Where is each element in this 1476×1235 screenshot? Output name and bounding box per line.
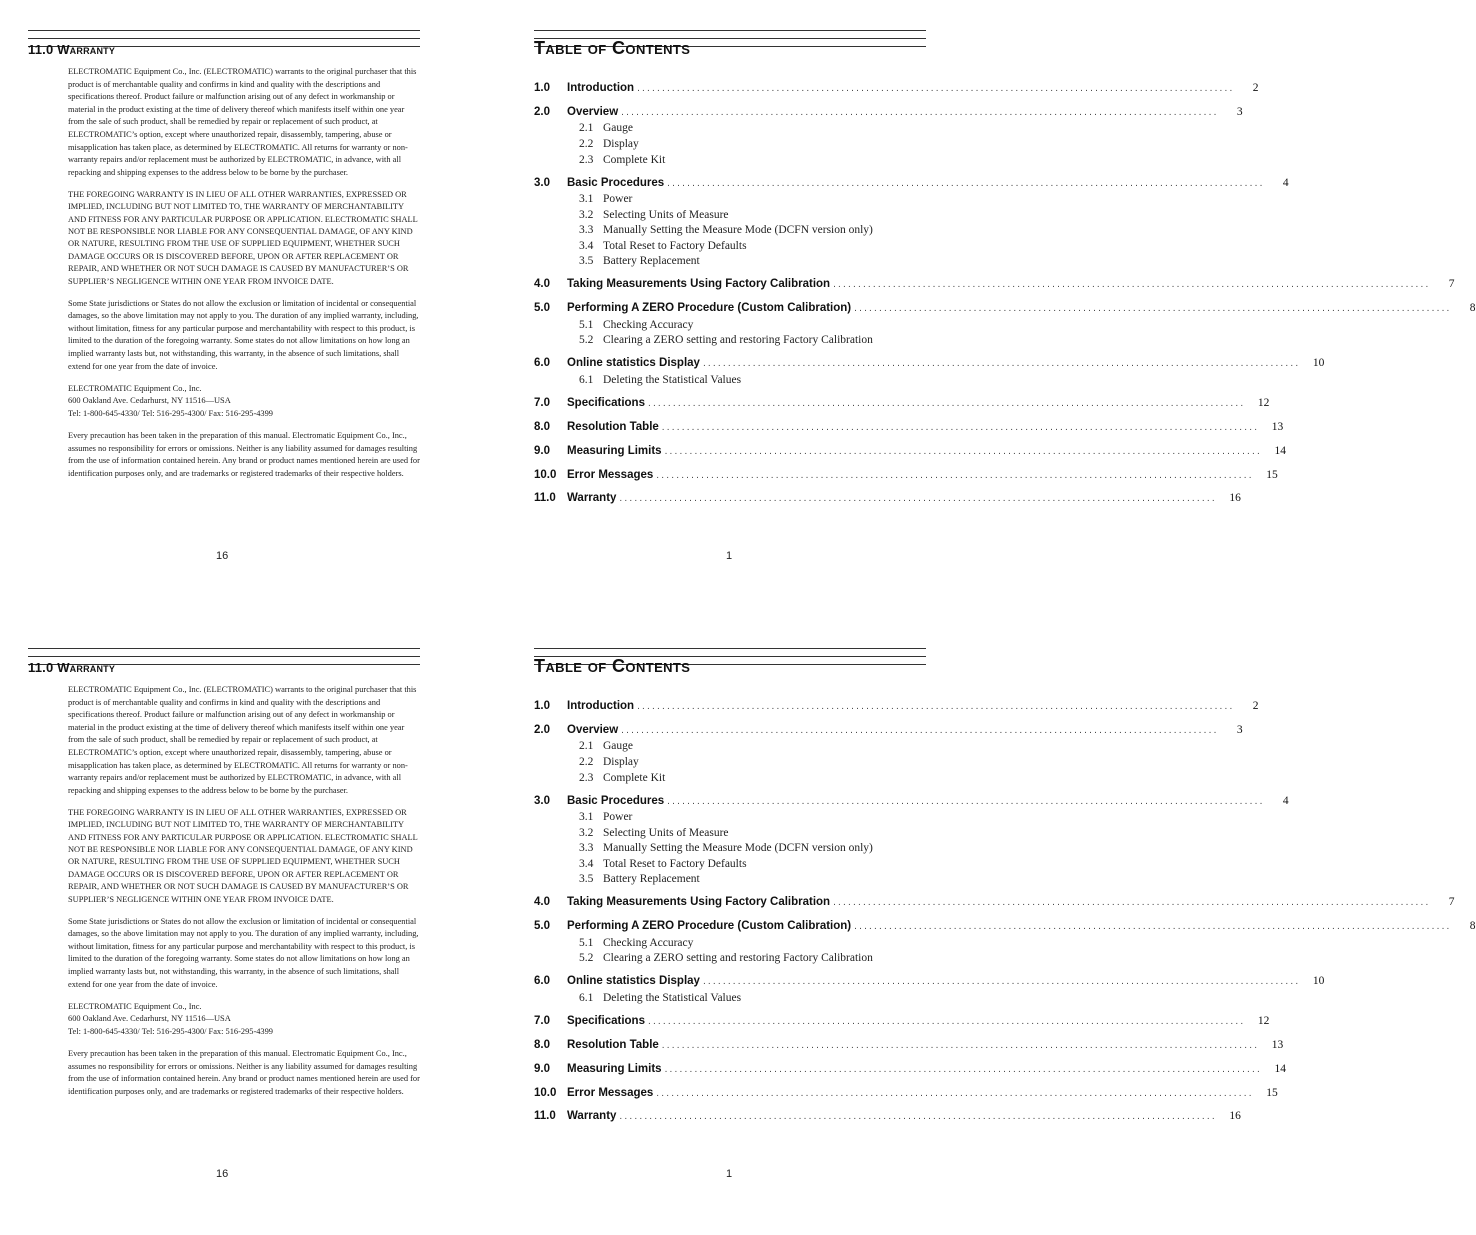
- toc-entry-page: 13: [1271, 1038, 1284, 1051]
- toc-subentry[interactable]: [534, 121, 926, 137]
- toc-subentry-title: Gauge: [603, 122, 634, 135]
- dot-leader: ........................................................................................................................: [637, 83, 1235, 94]
- toc-entry-number: 3.0: [534, 794, 550, 807]
- toc-entry-title: Taking Measurements Using Factory Calibration: [567, 278, 831, 291]
- toc-subentry-number: 2.2: [579, 137, 594, 150]
- toc-subentry-number: 5.2: [579, 952, 594, 965]
- warranty-body: [68, 684, 420, 1108]
- toc-subentry-number: 2.3: [579, 771, 594, 784]
- page-number: 1: [726, 1168, 733, 1180]
- company-address: [68, 1001, 420, 1039]
- toc-entry-page: 3: [1236, 105, 1243, 118]
- toc-subentry-number: 3.3: [579, 224, 594, 237]
- toc-entry-page: 12: [1257, 1014, 1270, 1027]
- toc-section: [534, 700, 1259, 716]
- toc-section: [534, 176, 1289, 270]
- dot-leader: ........................................................................................................................: [621, 106, 1219, 118]
- toc-entry-page: 10: [1312, 357, 1325, 370]
- toc-subentry-number: 3.3: [579, 842, 594, 855]
- toc-entry-page: 8: [1469, 302, 1476, 315]
- warranty-disclaimer-paragraph: THE FOREGOING WARRANTY IS IN LIEU OF ALL OTHER WARRANTIES, EXPRESSED OR IMPLIED, INCLUDING BUT NOT LIMITED TO, THE WARRANTY OF MERCHANTABILITY AND FITNESS FOR ANY PARTICULAR PURPOSE OR APPLICATION. ELECTROMATIC SHALL NOT BE RESPONSIBLE NOR LIABLE FOR ANY CONSEQUENTIAL DAMAGE, OF ANY KIND OR NATURE, RESULTING FROM THE USE OF SUPPLIED EQUIPMENT, WHETHER SUCH DAMAGE OCCURS OR IS DISCOVERED BEFORE, UPON OR AFTER REPLACEMENT OR REPAIR, AND WHETHER OR NOT SUCH DAMAGE IS CAUSED BY MANUFACTURER’S OR SUPPLIER’S NEGLIGENCE WITHIN ONE YEAR FROM INVOICE DATE.: [68, 807, 418, 904]
- toc-section: [534, 1062, 1286, 1079]
- toc-subentry-number: 2.1: [579, 122, 594, 135]
- toc-section: [534, 82, 1259, 98]
- toc-subentry-title: Complete Kit: [603, 771, 666, 784]
- dot-leader: ........................................................................................................................: [833, 897, 1431, 909]
- toc-entry[interactable]: [534, 1110, 1241, 1126]
- toc-section: [534, 420, 1284, 437]
- warranty-heading-text: Warranty: [57, 660, 116, 675]
- toc-subentry[interactable]: [534, 254, 926, 270]
- toc-section: [534, 794, 1289, 888]
- toc-subentry-title: Clearing a ZERO setting and restoring Factory Calibration: [603, 334, 873, 347]
- warranty-disclaimer-paragraph: THE FOREGOING WARRANTY IS IN LIEU OF ALL OTHER WARRANTIES, EXPRESSED OR IMPLIED, INCLUDING BUT NOT LIMITED TO, THE WARRANTY OF MERCHANTABILITY AND FITNESS FOR ANY PARTICULAR PURPOSE OR APPLICATION. ELECTROMATIC SHALL NOT BE RESPONSIBLE NOR LIABLE FOR ANY CONSEQUENTIAL DAMAGE, OF ANY KIND OR NATURE, RESULTING FROM THE USE OF SUPPLIED EQUIPMENT, WHETHER SUCH DAMAGE OCCURS OR IS DISCOVERED BEFORE, UPON OR AFTER REPLACEMENT OR REPAIR, AND WHETHER OR NOT SUCH DAMAGE IS CAUSED BY MANUFACTURER’S OR SUPPLIER’S NEGLIGENCE WITHIN ONE YEAR FROM INVOICE DATE.: [68, 189, 418, 286]
- toc-subentry-title: Deleting the Statistical Values: [603, 373, 742, 386]
- toc-subentry-number: 2.1: [579, 740, 594, 753]
- toc-entry-title: Introduction: [567, 82, 635, 94]
- warranty-paragraph: ELECTROMATIC Equipment Co., Inc. (ELECTROMATIC) warrants to the original purchaser that this product is of merchantable quality and confirms in kind and quality with the descriptions and specifications thereof. Product failure or malfunction arising out of any defect in workmanship or material in the product existing at the time of delivery thereof which manifests itself within one year from the sale of such product, shall be remedied by repair or replacement of such product, at ELECTROMATIC’s option, except where unauthorized repair, disassembly, tampering, abuse or misapplication has taken place, as determined by ELECTROMATIC. All returns for warranty or non-warranty repairs and/or replacement must be authorized by ELECTROMATIC, in advance, with all repacking and shipping expenses to the address below to be borne by the purchaser.: [68, 685, 417, 795]
- toc-subentry[interactable]: [534, 810, 926, 826]
- toc-entry-title: Error Messages: [567, 1086, 654, 1099]
- toc-section: [534, 468, 1278, 485]
- dot-leader: ........................................................................................................................: [667, 795, 1265, 807]
- toc-entry-title: Basic Procedures: [567, 176, 665, 189]
- toc-entry-page: 16: [1229, 492, 1241, 505]
- toc-subentry-title: Complete Kit: [603, 153, 666, 166]
- warranty-page-top: [28, 0, 468, 600]
- toc-page-bottom: [534, 618, 1476, 1218]
- dot-leader: ........................................................................................................................: [664, 445, 1262, 457]
- toc-entry-page: 3: [1236, 723, 1243, 736]
- toc-section: [534, 396, 1270, 413]
- toc-entry-number: 2.0: [534, 105, 550, 118]
- toc-entry[interactable]: [534, 1038, 1284, 1055]
- dot-leader: ........................................................................................................................: [702, 358, 1301, 370]
- toc-entry[interactable]: [534, 920, 1476, 936]
- toc-subentry[interactable]: [534, 192, 926, 208]
- toc-entry-title: Taking Measurements Using Factory Calibration: [567, 896, 831, 909]
- dot-leader: ........................................................................................................................: [656, 1087, 1254, 1099]
- toc-entry[interactable]: [534, 975, 1325, 991]
- toc-subentry[interactable]: [534, 951, 926, 967]
- toc-entry[interactable]: [534, 82, 1259, 98]
- toc-subentry-title: Battery Replacement: [603, 255, 700, 268]
- toc-list: [534, 82, 1476, 516]
- address-line: ELECTROMATIC Equipment Co., Inc.: [68, 1001, 202, 1011]
- toc-entry-page: 14: [1274, 1062, 1286, 1075]
- toc-entry[interactable]: [534, 1062, 1286, 1079]
- toc-entry-number: 6.0: [534, 357, 550, 370]
- toc-section: [534, 975, 1325, 1006]
- dot-leader: ........................................................................................................................: [656, 469, 1254, 481]
- toc-entry-title: Online statistics Display: [567, 975, 700, 988]
- toc-entry-title: Online statistics Display: [567, 357, 700, 370]
- toc-subentry[interactable]: [534, 223, 926, 239]
- toc-entry-number: 2.0: [534, 723, 550, 736]
- toc-entry-page: 2: [1252, 82, 1259, 94]
- toc-entry-number: 8.0: [534, 420, 550, 433]
- toc-entry-number: 11.0: [534, 492, 556, 505]
- toc-section: [534, 1038, 1284, 1055]
- warranty-limitation-paragraph: Some State jurisdictions or States do not allow the exclusion or limitation of incidental or consequential damages, so the above limitation may not apply to you. The duration of any implied warranty, including, without limitation, fitness for any particular purpose and merchantability with respect to this product, is limited to the duration of the foregoing warranty. Some states do not allow limitations on how long an implied warranty lasts but, not withstanding, this warranty, in the absence of such limitations, shall extend for one year from the date of invoice.: [68, 298, 419, 371]
- toc-subentry-number: 6.1: [579, 373, 594, 386]
- toc-section: [534, 723, 1243, 786]
- dot-leader: ........................................................................................................................: [854, 921, 1452, 933]
- toc-subentry-number: 5.2: [579, 334, 594, 347]
- address-line: Tel: 1-800-645-4330/ Tel: 516-295-4300/ Fax: 516-295-4399: [68, 408, 273, 418]
- toc-entry-title: Warranty: [567, 492, 617, 505]
- toc-entry[interactable]: [534, 896, 1455, 912]
- toc-entry-number: 5.0: [534, 920, 550, 933]
- toc-subentry-number: 2.2: [579, 755, 594, 768]
- address-line: 600 Oakland Ave. Cedarhurst, NY 11516—USA: [68, 396, 231, 406]
- toc-entry-title: Measuring Limits: [567, 1062, 662, 1075]
- toc-subentry-title: Selecting Units of Measure: [603, 208, 729, 221]
- toc-subentry[interactable]: [534, 333, 926, 349]
- toc-section: [534, 896, 1455, 912]
- toc-section: [534, 302, 1476, 349]
- toc-subentry-title: Gauge: [603, 740, 634, 753]
- warranty-heading-number: 11.0: [28, 42, 54, 57]
- toc-entry[interactable]: [534, 278, 1455, 294]
- warranty-limitation-paragraph: Some State jurisdictions or States do not allow the exclusion or limitation of incidental or consequential damages, so the above limitation may not apply to you. The duration of any implied warranty, including, without limitation, fitness for any particular purpose and merchantability with respect to this product, is limited to the duration of the foregoing warranty. Some states do not allow limitations on how long an implied warranty lasts but, not withstanding, this warranty, in the absence of such limitations, shall extend for one year from the date of invoice.: [68, 916, 419, 989]
- toc-subentry[interactable]: [534, 771, 926, 787]
- page-number: 1: [726, 550, 733, 562]
- toc-subentry-number: 2.3: [579, 153, 594, 166]
- toc-subentry-title: Checking Accuracy: [603, 318, 694, 331]
- toc-entry[interactable]: [534, 723, 1243, 740]
- toc-subentry[interactable]: [534, 755, 926, 771]
- toc-subentry-title: Total Reset to Factory Defaults: [603, 239, 747, 252]
- toc-section: [534, 357, 1325, 388]
- dot-leader: ........................................................................................................................: [664, 1063, 1262, 1075]
- toc-entry-number: 3.0: [534, 176, 550, 189]
- toc-subentry[interactable]: [534, 872, 926, 888]
- company-address: [68, 383, 420, 421]
- toc-entry[interactable]: [534, 420, 1284, 437]
- toc-entry-page: 4: [1282, 794, 1289, 807]
- toc-section: [534, 1014, 1270, 1031]
- toc-list: [534, 700, 1476, 1134]
- toc-subentry[interactable]: [534, 318, 926, 334]
- toc-section: [534, 920, 1476, 967]
- dot-leader: ........................................................................................................................: [702, 976, 1301, 988]
- toc-subentry-number: 5.1: [579, 936, 594, 949]
- toc-section: [534, 444, 1286, 461]
- toc-entry[interactable]: [534, 1014, 1270, 1031]
- toc-subentry-title: Display: [603, 755, 639, 768]
- dot-leader: ........................................................................................................................: [619, 493, 1217, 505]
- toc-entry-number: 4.0: [534, 896, 550, 909]
- toc-entry-number: 6.0: [534, 975, 550, 988]
- dot-leader: ........................................................................................................................: [647, 1015, 1246, 1027]
- toc-subentry-number: 3.2: [579, 826, 594, 839]
- toc-entry[interactable]: [534, 396, 1270, 413]
- precaution-paragraph: Every precaution has been taken in the preparation of this manual. Electromatic Equipment Co., Inc., assumes no responsibility for errors or omissions. Neither is any liability assumed for damages resulting from the use of information contained herein. Any brand or product names mentioned herein are used for identification purposes only, and are trademarks or registered trademarks of their respective holders.: [68, 1048, 420, 1096]
- toc-entry-title: Specifications: [567, 396, 645, 409]
- toc-entry-number: 8.0: [534, 1038, 550, 1051]
- toc-entry-number: 9.0: [534, 444, 550, 457]
- toc-title: Table of Contents: [534, 656, 691, 676]
- dot-leader: ........................................................................................................................: [647, 397, 1246, 409]
- toc-subentry[interactable]: [534, 208, 926, 224]
- precaution-paragraph: Every precaution has been taken in the preparation of this manual. Electromatic Equipment Co., Inc., assumes no responsibility for errors or omissions. Neither is any liability assumed for damages resulting from the use of information contained herein. Any brand or product names mentioned herein are used for identification purposes only, and are trademarks or registered trademarks of their respective holders.: [68, 430, 420, 478]
- warranty-heading-text: Warranty: [57, 42, 116, 57]
- toc-entry[interactable]: [534, 357, 1325, 373]
- toc-section: [534, 492, 1241, 508]
- toc-entry-title: Warranty: [567, 1110, 617, 1123]
- toc-subentry-title: Power: [603, 811, 633, 824]
- toc-entry-number: 7.0: [534, 1014, 550, 1027]
- toc-subentry-number: 3.2: [579, 208, 594, 221]
- warranty-body: [68, 66, 420, 490]
- page-number: 16: [216, 1168, 229, 1180]
- toc-subentry[interactable]: [534, 826, 926, 842]
- toc-subentry-number: 6.1: [579, 991, 594, 1004]
- address-line: ELECTROMATIC Equipment Co., Inc.: [68, 383, 202, 393]
- toc-subentry-title: Checking Accuracy: [603, 936, 694, 949]
- toc-entry-page: 15: [1266, 468, 1278, 481]
- toc-entry-page: 4: [1282, 176, 1289, 189]
- dot-leader: ........................................................................................................................: [667, 177, 1265, 189]
- toc-entry-title: Performing A ZERO Procedure (Custom Calibration): [567, 920, 852, 933]
- warranty-page-bottom: [28, 618, 468, 1218]
- toc-subentry-title: Battery Replacement: [603, 873, 700, 886]
- address-line: 600 Oakland Ave. Cedarhurst, NY 11516—USA: [68, 1014, 231, 1024]
- toc-entry-number: 10.0: [534, 1086, 557, 1099]
- toc-entry-title: Measuring Limits: [567, 444, 662, 457]
- toc-entry-title: Basic Procedures: [567, 794, 665, 807]
- toc-entry-page: 8: [1469, 920, 1476, 933]
- toc-subentry-number: 3.4: [579, 239, 594, 252]
- toc-entry-title: Resolution Table: [567, 420, 659, 433]
- toc-subentry-number: 3.1: [579, 193, 594, 206]
- toc-subentry-number: 3.4: [579, 857, 594, 870]
- dot-leader: ........................................................................................................................: [637, 701, 1235, 712]
- toc-subentry[interactable]: [534, 841, 926, 857]
- toc-subentry[interactable]: [534, 739, 926, 755]
- dot-leader: ........................................................................................................................: [621, 724, 1219, 736]
- toc-subentry[interactable]: [534, 137, 926, 153]
- toc-subentry-title: Total Reset to Factory Defaults: [603, 857, 747, 870]
- warranty-paragraph: ELECTROMATIC Equipment Co., Inc. (ELECTROMATIC) warrants to the original purchaser that this product is of merchantable quality and confirms in kind and quality with the descriptions and specifications thereof. Product failure or malfunction arising out of any defect in workmanship or material in the product existing at the time of delivery thereof which manifests itself within one year from the sale of such product, shall be remedied by repair or replacement of such product, at ELECTROMATIC’s option, except where unauthorized repair, disassembly, tampering, abuse or misapplication has taken place, as determined by ELECTROMATIC. All returns for warranty or non-warranty repairs and/or replacement must be authorized by ELECTROMATIC, in advance, with all repacking and shipping expenses to the address below to be borne by the purchaser.: [68, 67, 417, 177]
- dot-leader: ........................................................................................................................: [833, 279, 1431, 291]
- toc-entry[interactable]: [534, 700, 1259, 716]
- dot-leader: ........................................................................................................................: [661, 421, 1260, 433]
- toc-entry[interactable]: [534, 468, 1278, 485]
- toc-entry-page: 7: [1448, 278, 1455, 291]
- toc-entry-page: 2: [1252, 700, 1259, 712]
- toc-title: Table of Contents: [534, 38, 691, 58]
- toc-entry[interactable]: [534, 1086, 1278, 1103]
- toc-entry-page: 15: [1266, 1086, 1278, 1099]
- toc-entry-page: 16: [1229, 1110, 1241, 1123]
- toc-entry-number: 5.0: [534, 302, 550, 315]
- toc-subentry-title: Display: [603, 137, 639, 150]
- toc-entry-page: 13: [1271, 420, 1284, 433]
- toc-subentry-title: Clearing a ZERO setting and restoring Factory Calibration: [603, 952, 873, 965]
- dot-leader: ........................................................................................................................: [661, 1039, 1260, 1051]
- toc-section: [534, 105, 1243, 168]
- toc-entry-title: Error Messages: [567, 468, 654, 481]
- toc-entry-page: 14: [1274, 444, 1286, 457]
- toc-entry-title: Introduction: [567, 700, 635, 712]
- toc-subentry-number: 5.1: [579, 318, 594, 331]
- toc-subentry[interactable]: [534, 991, 926, 1007]
- toc-subentry-title: Manually Setting the Measure Mode (DCFN version only): [603, 224, 873, 237]
- toc-entry-title: Performing A ZERO Procedure (Custom Calibration): [567, 302, 852, 315]
- toc-entry-number: 7.0: [534, 396, 550, 409]
- dot-leader: ........................................................................................................................: [619, 1111, 1217, 1123]
- toc-entry-title: Overview: [567, 105, 619, 118]
- toc-entry-number: 10.0: [534, 468, 557, 481]
- address-line: Tel: 1-800-645-4330/ Tel: 516-295-4300/ Fax: 516-295-4399: [68, 1026, 273, 1036]
- toc-entry[interactable]: [534, 105, 1243, 122]
- dot-leader: ........................................................................................................................: [854, 303, 1452, 315]
- toc-entry-title: Overview: [567, 723, 619, 736]
- toc-entry-number: 11.0: [534, 1110, 556, 1123]
- toc-entry[interactable]: [534, 176, 1289, 193]
- toc-subentry-number: 3.5: [579, 255, 594, 268]
- toc-section: [534, 1110, 1241, 1126]
- toc-subentry[interactable]: [534, 153, 926, 169]
- toc-subentry-title: Deleting the Statistical Values: [603, 991, 742, 1004]
- toc-subentry[interactable]: [534, 373, 926, 389]
- warranty-heading: [28, 42, 115, 57]
- toc-entry[interactable]: [534, 444, 1286, 461]
- toc-entry-number: 1.0: [534, 700, 550, 712]
- toc-entry[interactable]: [534, 492, 1241, 508]
- toc-entry-title: Specifications: [567, 1014, 645, 1027]
- toc-subentry[interactable]: [534, 857, 926, 873]
- toc-entry-page: 10: [1312, 975, 1325, 988]
- toc-entry-page: 7: [1448, 896, 1455, 909]
- toc-subentry[interactable]: [534, 239, 926, 255]
- toc-subentry-title: Power: [603, 193, 633, 206]
- page-number: 16: [216, 550, 229, 562]
- toc-page-top: [534, 0, 1476, 600]
- toc-entry-page: 12: [1257, 396, 1270, 409]
- toc-entry-number: 4.0: [534, 278, 550, 291]
- warranty-heading: [28, 660, 115, 675]
- toc-entry[interactable]: [534, 302, 1476, 318]
- toc-subentry-title: Manually Setting the Measure Mode (DCFN version only): [603, 842, 873, 855]
- warranty-heading-number: 11.0: [28, 660, 54, 675]
- toc-entry-number: 1.0: [534, 82, 550, 94]
- toc-subentry-title: Selecting Units of Measure: [603, 826, 729, 839]
- toc-subentry[interactable]: [534, 936, 926, 952]
- toc-subentry-number: 3.5: [579, 873, 594, 886]
- toc-entry-title: Resolution Table: [567, 1038, 659, 1051]
- toc-subentry-number: 3.1: [579, 811, 594, 824]
- toc-section: [534, 278, 1455, 294]
- toc-section: [534, 1086, 1278, 1103]
- toc-entry[interactable]: [534, 794, 1289, 811]
- toc-entry-number: 9.0: [534, 1062, 550, 1075]
